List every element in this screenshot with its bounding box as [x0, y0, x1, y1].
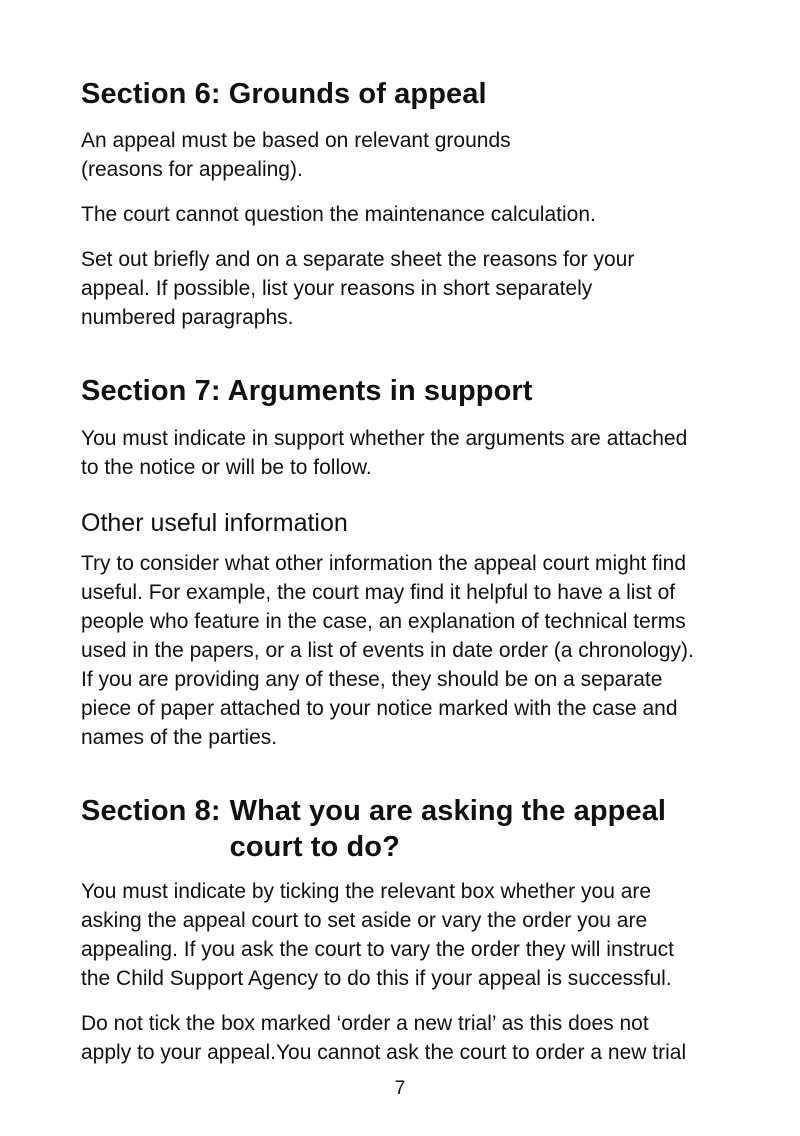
text-line: to the notice or will be to follow. [81, 456, 372, 479]
text-line: You must indicate by ticking the relevant box whether you are [81, 880, 652, 903]
text-line: appealing. If you ask the court to vary the order they will instruct [81, 938, 674, 961]
text-line: used in the papers, or a list of events in date order (a chronology). [81, 639, 694, 662]
text-line: The court cannot question the maintenance calculation. [81, 203, 596, 226]
section-7-heading: Section 7: Arguments in support [81, 375, 533, 407]
section-6-heading: Section 6: Grounds of appeal [81, 78, 487, 110]
section-7-paragraph-1 [81, 424, 687, 482]
text-line: numbered paragraphs. [81, 306, 294, 329]
text-line: An appeal must be based on relevant grounds [81, 129, 511, 152]
title-line: What you are asking the appeal [229, 795, 667, 827]
text-line: useful. For example, the court may find it helpful to have a list of [81, 581, 676, 604]
text-line: the Child Support Agency to do this if your appeal is successful. [81, 967, 672, 990]
text-line: Set out briefly and on a separate sheet the reasons for your [81, 248, 635, 271]
section-6-paragraph-1 [81, 126, 511, 184]
section-8-paragraph-2 [81, 1009, 686, 1067]
section-6-paragraph-2 [81, 200, 596, 229]
text-line: Try to consider what other information the appeal court might find [81, 552, 687, 575]
section-8-title-text [230, 793, 667, 865]
section-6-paragraph-3 [81, 245, 634, 332]
other-info-heading: Other useful information [81, 509, 348, 537]
title-line: court to do? [229, 831, 400, 863]
text-line: If you are providing any of these, they should be on a separate [81, 668, 663, 691]
text-line: (reasons for appealing). [81, 158, 303, 181]
text-line: asking the appeal court to set aside or vary the order you are [81, 909, 648, 932]
text-line: piece of paper attached to your notice marked with the case and [81, 697, 678, 720]
section-8-paragraph-1 [81, 877, 674, 993]
text-line: apply to your appeal.You cannot ask the court to order a new trial [81, 1041, 687, 1064]
text-line: Do not tick the box marked ‘order a new trial’ as this does not [81, 1012, 649, 1035]
text-line: people who feature in the case, an explanation of technical terms [81, 610, 686, 633]
text-line: You must indicate in support whether the arguments are attached [81, 427, 688, 450]
text-line: names of the parties. [81, 726, 278, 749]
section-8-number: Section 8: [81, 795, 221, 827]
section-8-heading [81, 793, 666, 865]
other-info-paragraph [81, 549, 694, 752]
page-number: 7 [394, 1078, 406, 1099]
text-line: appeal. If possible, list your reasons in short separately [81, 277, 593, 300]
